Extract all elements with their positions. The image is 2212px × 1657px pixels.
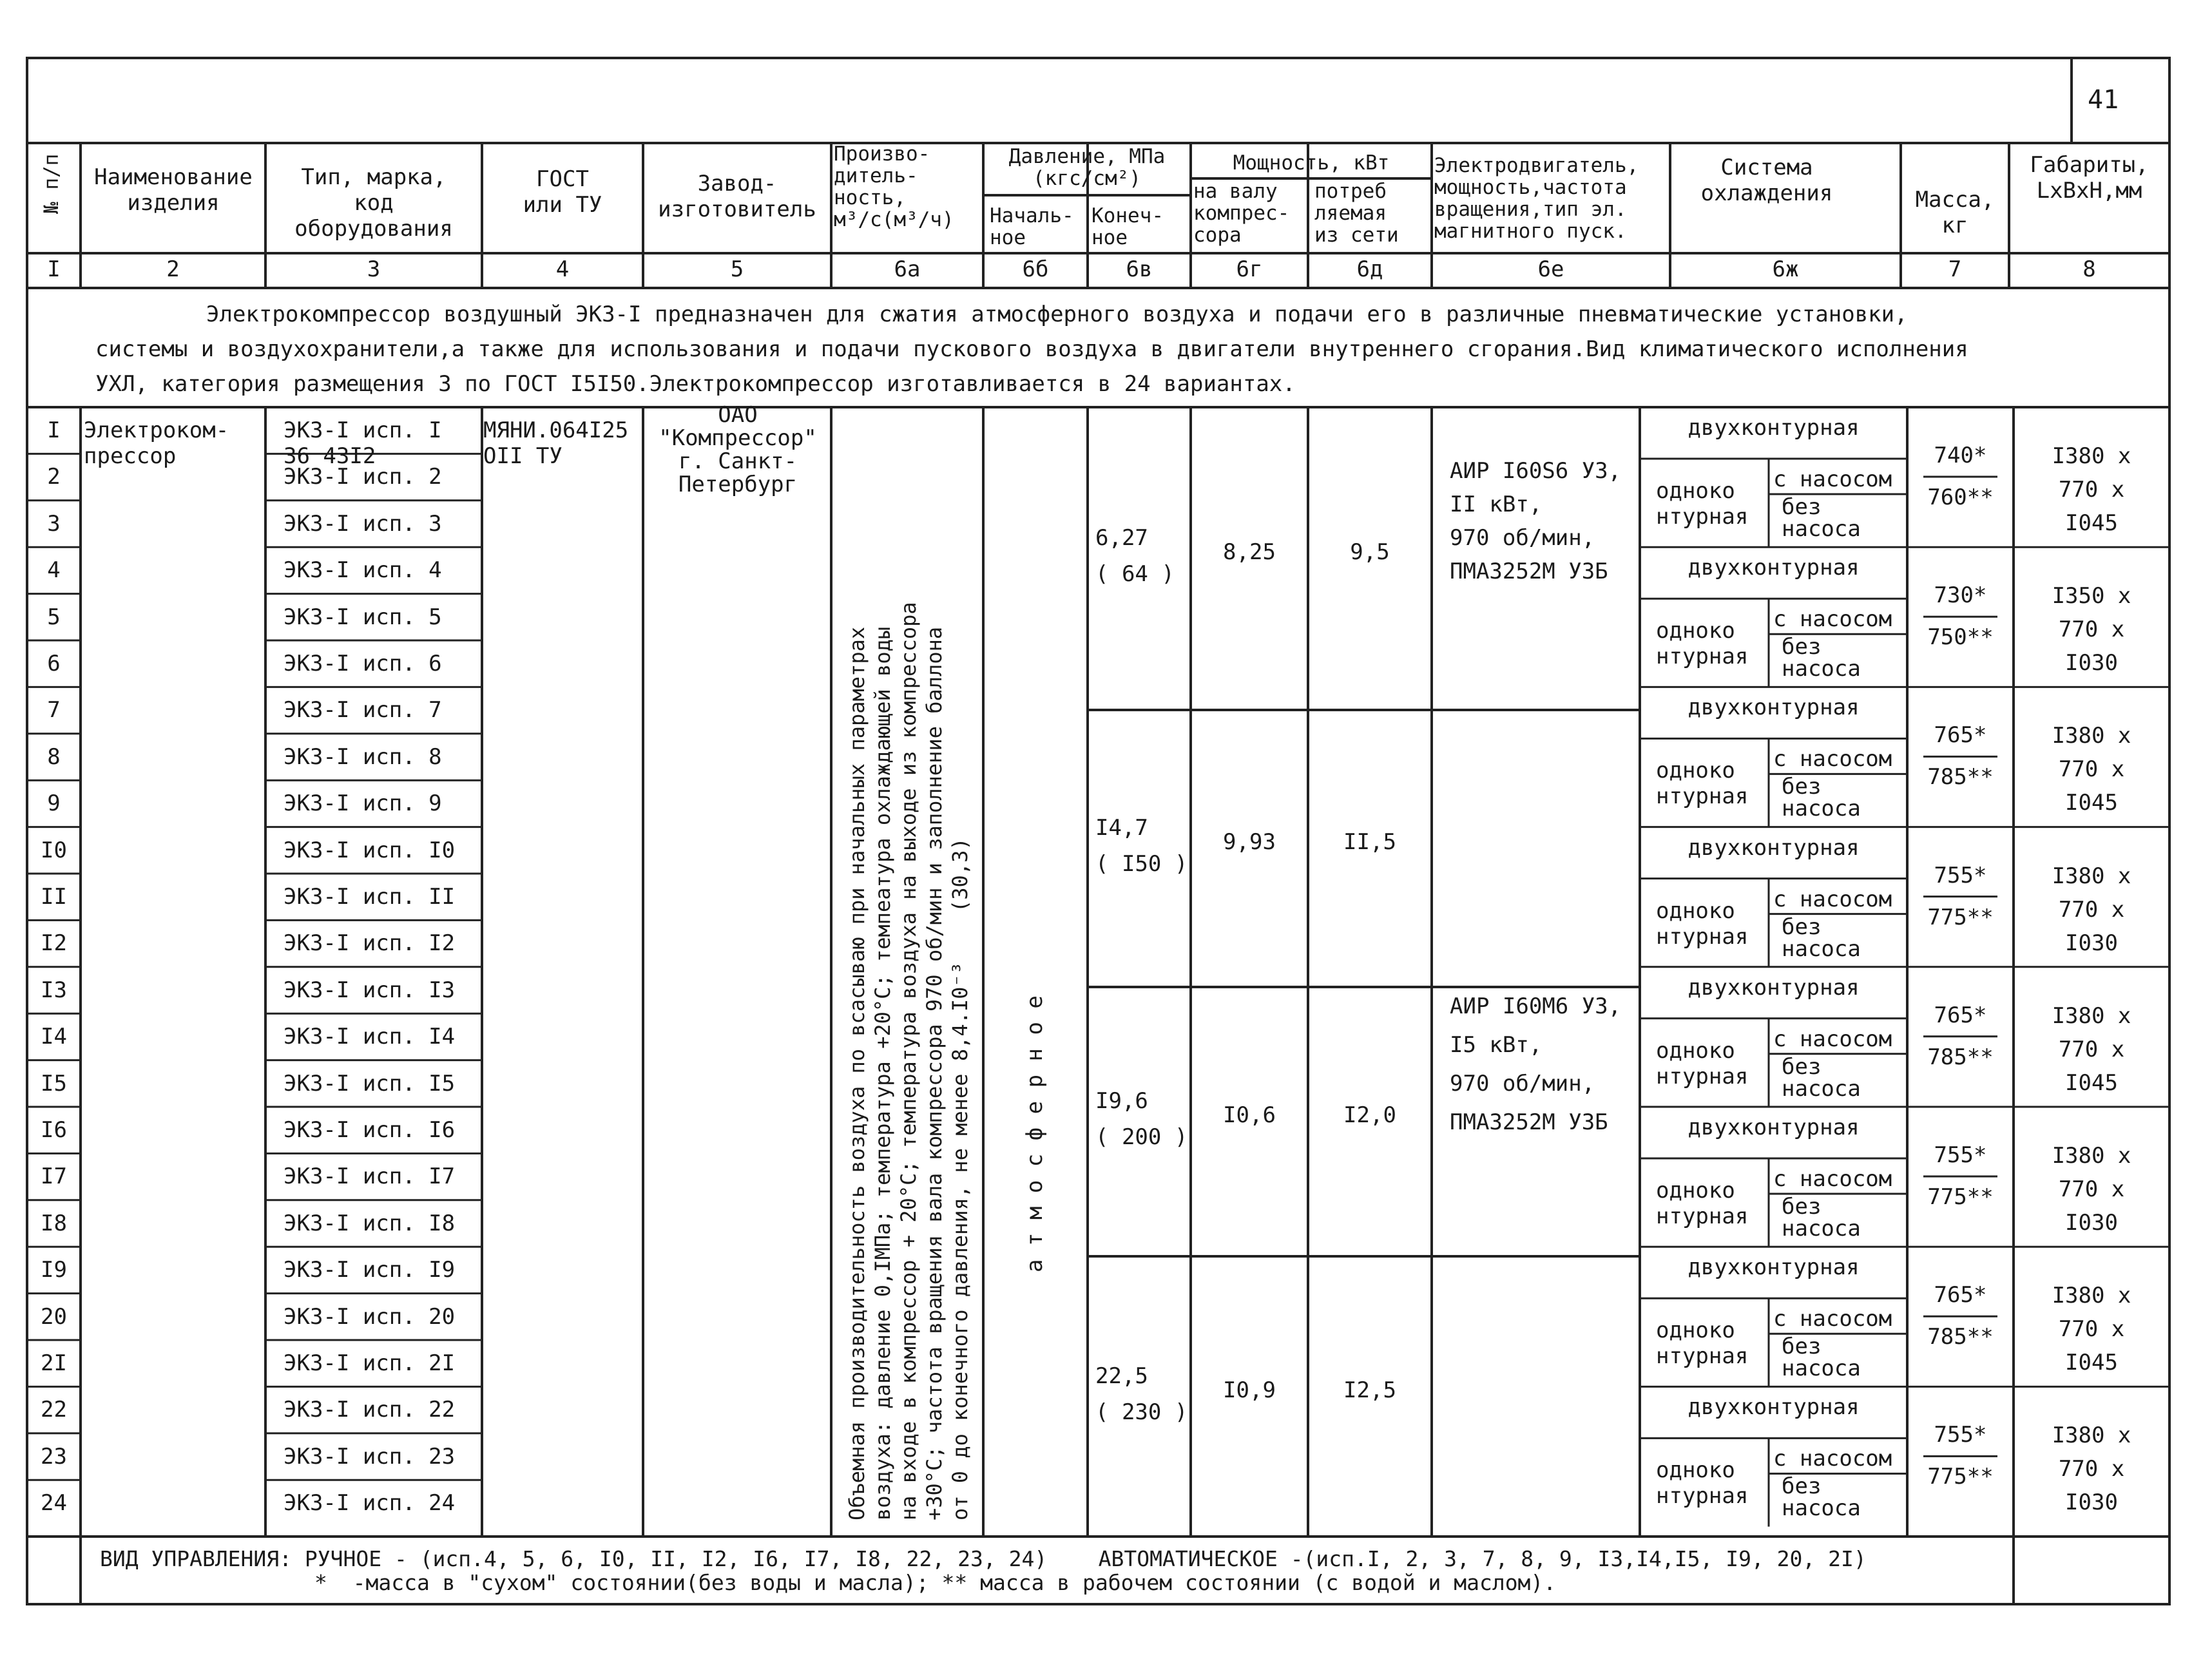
- variant-type: ЭК3-I исп. I3: [284, 977, 456, 1003]
- mass-wet: 785**: [1927, 764, 1994, 790]
- dimensions: I380 x 770 x I030: [2052, 1422, 2131, 1516]
- cooling-dual: двухконтурная: [1688, 1115, 1860, 1140]
- header-pressure: Давление, МПа (кгс/см²): [1008, 145, 1166, 190]
- intro-line-1: Электрокомпрессор воздушный ЭК3-I предназначен для сжатия атмосферного воздуха и подачи его в различные пневматические установки,: [206, 302, 1908, 327]
- column-number: 4: [555, 256, 570, 282]
- cooling-dual: двухконтурная: [1688, 974, 1860, 1001]
- mass-dry: 765*: [1934, 1002, 1987, 1028]
- cooling-with-pump: с насосом: [1773, 466, 1892, 492]
- variant-type: ЭК3-I исп. 23: [284, 1443, 456, 1470]
- row-number: 4: [47, 557, 61, 584]
- variant-type: ЭК3-I исп. I: [284, 417, 442, 443]
- variant-type: ЭК3-I исп. I7: [284, 1164, 456, 1190]
- intro-line-3: УХЛ, категория размещения 3 по ГОСТ I5I50.Электрокомпрессор изготавливается в 24 вариантах.: [95, 371, 1296, 397]
- variant-type: ЭК3-I исп. I4: [284, 1024, 456, 1050]
- page-number: 41: [2088, 85, 2119, 115]
- cooling-single: одноко нтурная: [1656, 758, 1749, 810]
- cooling-with-pump: с насосом: [1773, 1306, 1892, 1332]
- power-shaft: I0,9: [1223, 1377, 1276, 1403]
- cooling-single: одноко нтурная: [1656, 897, 1749, 950]
- cooling-with-pump: с насосом: [1773, 1026, 1892, 1052]
- product-code: 36 43I2: [284, 443, 376, 469]
- cooling-without-pump: без насоса: [1782, 914, 1861, 962]
- mass-wet: 775**: [1927, 1184, 1994, 1210]
- cooling-with-pump: с насосом: [1773, 746, 1892, 772]
- product-factory: ОАО "Компрессор" г. Санкт- Петербург: [659, 402, 817, 497]
- cooling-dual: двухконтурная: [1688, 415, 1860, 441]
- final-pressure: 6,27 ( 64 ): [1095, 525, 1175, 587]
- control-type: ВИД УПРАВЛЕНИЯ: РУЧНОЕ - (исп.4, 5, 6, I0, II, I2, I6, I7, I8, 22, 23, 24) АВТОМАТИЧЕСКОЕ -(исп.I, 2, 3, 7, 8, 9, I3,I4,I5, I9, 20, 2I): [100, 1546, 1867, 1571]
- row-number: 2I: [41, 1350, 67, 1376]
- power-shaft: 9,93: [1223, 829, 1276, 855]
- product-name: Электроком- прессор: [84, 417, 229, 469]
- column-number: 6б: [1022, 256, 1049, 282]
- header-power: Мощность, кВт: [1233, 151, 1390, 175]
- row-number: I5: [41, 1070, 67, 1097]
- cooling-without-pump: без насоса: [1782, 634, 1861, 682]
- power-net: II,5: [1343, 829, 1396, 855]
- row-number: 6: [47, 651, 61, 676]
- mass-footnote: * -масса в "сухом" состоянии(без воды и масла); ** масса в рабочем состоянии (с водой и маслом).: [314, 1570, 1557, 1595]
- variant-type: ЭК3-I исп. 9: [284, 790, 442, 817]
- column-number: 6е: [1537, 256, 1564, 282]
- dimensions: I380 x 770 x I045: [2052, 723, 2131, 816]
- column-number: 6д: [1356, 256, 1383, 282]
- cooling-with-pump: с насосом: [1773, 1166, 1892, 1192]
- row-number: I0: [41, 837, 67, 863]
- intro-line-2: системы и воздухохранители,а также для использования и подачи пускового воздуха в двигатели внутреннего сгорания.Вид климатического исполнения: [95, 336, 1968, 362]
- cooling-single: одноко нтурная: [1656, 1037, 1749, 1089]
- header-power-shaft: на валу компрес- сора: [1193, 180, 1290, 247]
- variant-type: ЭК3-I исп. 2: [284, 464, 442, 490]
- variant-type: ЭК3-I исп. 4: [284, 557, 442, 584]
- variant-type: ЭК3-I исп. 24: [284, 1490, 456, 1517]
- header-row-number: № п/п: [40, 153, 63, 214]
- header-pressure-final: Конеч- ное: [1092, 204, 1164, 249]
- final-pressure: I9,6 ( 200 ): [1095, 1088, 1188, 1150]
- variant-type: ЭК3-I исп. II: [284, 884, 456, 910]
- row-number: II: [41, 884, 67, 910]
- cooling-without-pump: без насоса: [1782, 1334, 1861, 1382]
- header-mass: Масса, кг: [1915, 187, 1995, 238]
- row-number: I9: [41, 1257, 67, 1283]
- cooling-without-pump: без насоса: [1782, 1053, 1861, 1102]
- column-number: 2: [166, 256, 180, 282]
- mass-wet: 785**: [1927, 1044, 1994, 1070]
- cooling-single: одноко нтурная: [1656, 478, 1749, 530]
- row-number: 3: [47, 510, 61, 537]
- cooling-dual: двухконтурная: [1688, 1254, 1860, 1281]
- header-power-net: потреб ляемая из сети: [1314, 180, 1399, 247]
- mass-wet: 785**: [1927, 1324, 1994, 1350]
- cooling-without-pump: без насоса: [1782, 1194, 1861, 1241]
- power-shaft: I0,6: [1223, 1102, 1276, 1128]
- motor-1: АИР I60S6 УЗ, II кВт, 970 об/мин, ПМА3252М УЗБ: [1450, 458, 1622, 584]
- column-number: 3: [367, 256, 381, 282]
- column-number: 6а: [894, 256, 921, 282]
- row-number: 5: [47, 604, 61, 630]
- cooling-single: одноко нтурная: [1656, 1178, 1749, 1229]
- mass-wet: 775**: [1927, 904, 1994, 930]
- row-number: I: [47, 417, 61, 443]
- header-cooling: Система охлаждения: [1700, 155, 1833, 206]
- variant-type: ЭК3-I исп. 8: [284, 743, 442, 770]
- cooling-dual: двухконтурная: [1688, 555, 1860, 581]
- cooling-single: одноко нтурная: [1656, 1317, 1749, 1370]
- variant-type: ЭК3-I исп. 20: [284, 1303, 456, 1330]
- row-number: 20: [41, 1303, 67, 1330]
- variant-type: ЭК3-I исп. 2I: [284, 1350, 456, 1376]
- variant-type: ЭК3-I исп. I5: [284, 1070, 456, 1097]
- header-productivity: Произво- дитель- ность, м³/с(м³/ч): [834, 142, 954, 231]
- variant-type: ЭК3-I исп. 22: [284, 1397, 456, 1423]
- row-number: 8: [47, 743, 61, 770]
- row-number: I7: [41, 1164, 67, 1190]
- cooling-without-pump: без насоса: [1782, 494, 1861, 542]
- power-shaft: 8,25: [1223, 539, 1276, 565]
- cooling-without-pump: без насоса: [1782, 1473, 1861, 1522]
- column-number: 6г: [1236, 256, 1263, 282]
- variant-type: ЭК3-I исп. I6: [284, 1117, 456, 1143]
- variant-type: ЭК3-I исп. 7: [284, 697, 442, 723]
- cooling-with-pump: с насосом: [1773, 886, 1892, 912]
- column-number: I: [47, 256, 61, 282]
- column-number: 5: [730, 256, 744, 282]
- cooling-dual: двухконтурная: [1688, 1394, 1860, 1421]
- cooling-with-pump: с насосом: [1773, 1446, 1892, 1472]
- row-number: I3: [41, 977, 67, 1003]
- mass-dry: 730*: [1934, 582, 1987, 609]
- row-number: I6: [41, 1117, 67, 1143]
- variant-type: ЭК3-I исп. 3: [284, 510, 442, 537]
- row-number: 9: [47, 790, 61, 817]
- header-type-code: Тип, марка, код оборудования: [294, 164, 453, 242]
- row-number: 22: [41, 1397, 67, 1423]
- variant-type: ЭК3-I исп. 5: [284, 604, 442, 630]
- mass-wet: 760**: [1927, 484, 1994, 510]
- header-dimensions: Габариты, LxBxH,мм: [2030, 152, 2149, 204]
- variant-type: ЭК3-I исп. I2: [284, 930, 456, 957]
- dimensions: I380 x 770 x I030: [2052, 1143, 2131, 1236]
- header-motor: Электродвигатель, мощность,частота вращения,тип эл. магнитного пуск.: [1434, 154, 1639, 243]
- row-number: 23: [41, 1443, 67, 1470]
- column-number: 7: [1948, 256, 1962, 282]
- cooling-single: одноко нтурная: [1656, 1457, 1749, 1509]
- dimensions: I380 x 770 x I045: [2052, 443, 2131, 536]
- variant-type: ЭК3-I исп. I8: [284, 1210, 456, 1236]
- variant-type: ЭК3-I исп. I9: [284, 1257, 456, 1283]
- mass-dry: 755*: [1934, 1422, 1987, 1448]
- dimensions: I350 x 770 x I030: [2052, 583, 2131, 676]
- power-net: I2,0: [1343, 1102, 1396, 1128]
- dimensions: I380 x 770 x I045: [2052, 1002, 2131, 1096]
- mass-dry: 740*: [1934, 443, 1987, 468]
- power-net: I2,5: [1343, 1377, 1396, 1403]
- cooling-single: одноко нтурная: [1656, 618, 1749, 670]
- mass-wet: 750**: [1927, 624, 1994, 651]
- column-number: 6ж: [1772, 256, 1799, 282]
- dimensions: I380 x 770 x I045: [2052, 1283, 2131, 1376]
- row-number: I8: [41, 1210, 67, 1236]
- row-number: I2: [41, 930, 67, 957]
- initial-pressure: а т м о с ф е р н о е: [1022, 995, 1048, 1272]
- header-product-name: Наименование изделия: [94, 164, 253, 216]
- row-number: 7: [47, 697, 61, 723]
- variant-type: ЭК3-I исп. I0: [284, 837, 456, 863]
- final-pressure: 22,5 ( 230 ): [1095, 1363, 1188, 1425]
- cooling-dual: двухконтурная: [1688, 694, 1860, 721]
- header-manufacturer: Завод- изготовитель: [658, 171, 816, 222]
- mass-dry: 755*: [1934, 1142, 1987, 1168]
- dimensions: I380 x 770 x I030: [2052, 863, 2131, 956]
- motor-2: АИР I60М6 УЗ, I5 кВт, 970 об/мин, ПМА3252М УЗБ: [1450, 993, 1622, 1135]
- product-gost: МЯНИ.064I25 OII ТУ: [483, 417, 629, 469]
- row-number: 24: [41, 1490, 67, 1517]
- mass-wet: 775**: [1927, 1464, 1994, 1490]
- productivity-note: Объемная производительность воздуха по всасываю при начальных параметрах воздуха: давление 0,IМПа; температура +20°С; темпеатура охлаждающей воды на входе в компрессор + 20°С; температура воздуха на выходе из компрессора +30°С; частота вращения вала компрессора 970 об/мин и заполнение баллона от 0 до конечного давления, не менее 8,4.I0⁻³ (30,3): [845, 602, 972, 1520]
- mass-dry: 755*: [1934, 862, 1987, 888]
- mass-dry: 765*: [1934, 1282, 1987, 1308]
- power-net: 9,5: [1350, 539, 1390, 565]
- header-gost: ГОСТ или ТУ: [523, 166, 602, 218]
- column-number: 6в: [1126, 256, 1153, 282]
- row-number: 2: [47, 464, 61, 490]
- mass-dry: 765*: [1934, 722, 1987, 749]
- variant-type: ЭК3-I исп. 6: [284, 651, 442, 676]
- cooling-with-pump: с насосом: [1773, 606, 1892, 633]
- row-number: I4: [41, 1024, 67, 1050]
- cooling-without-pump: без насоса: [1782, 774, 1861, 822]
- cooling-dual: двухконтурная: [1688, 834, 1860, 861]
- column-number: 8: [2082, 256, 2096, 282]
- final-pressure: I4,7 ( I50 ): [1095, 815, 1188, 877]
- header-pressure-initial: Началь- ное: [990, 204, 1074, 249]
